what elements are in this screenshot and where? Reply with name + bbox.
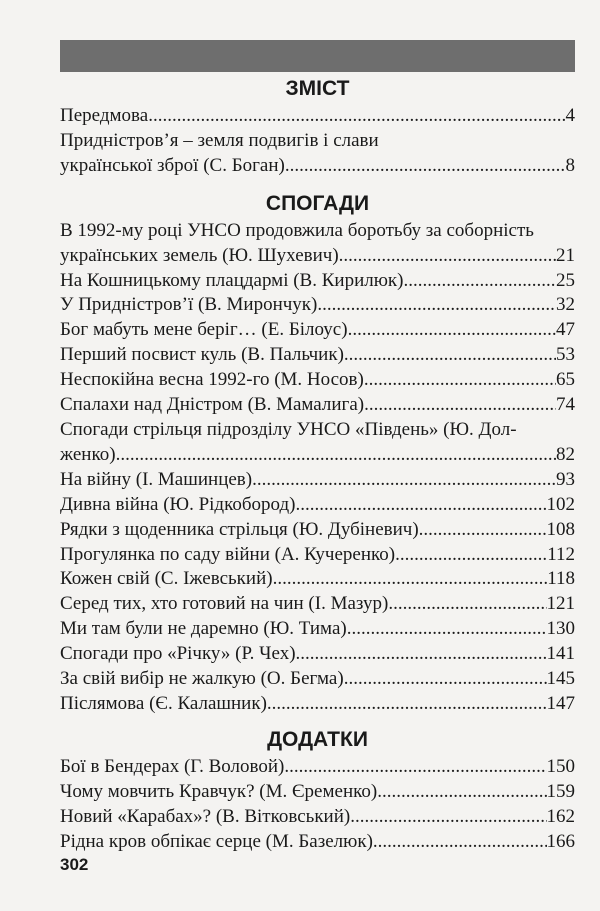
toc-entry-title: Прогулянка по саду війни (А. Кучеренко) — [60, 543, 396, 565]
page-number: 302 — [60, 855, 89, 874]
toc-entry-page: 102 — [546, 493, 575, 515]
dot-leader — [344, 667, 547, 692]
toc-entry-page: 159 — [546, 780, 575, 802]
toc-entry-title: Післямова (Є. Калашник) — [60, 692, 267, 714]
toc-entry-page: 147 — [546, 692, 575, 714]
dot-leader — [148, 104, 565, 129]
toc-entry-title: Новий «Карабах»? (В. Вітковський) — [60, 805, 351, 827]
toc-entry-page: 141 — [546, 643, 575, 665]
dot-leader — [284, 755, 546, 780]
toc-entry-page: 47 — [556, 319, 575, 341]
toc-entry-title: Кожен свій (С. Іжевський) — [60, 568, 273, 590]
toc-entry-title: Бог мабуть мене беріг… (Е. Білоус) — [60, 319, 348, 341]
toc-entry-title: Чому мовчить Кравчук? (М. Єременко) — [60, 780, 378, 802]
toc-entry[interactable] — [60, 418, 575, 468]
dot-leader — [364, 393, 556, 418]
dot-leader — [285, 154, 566, 179]
toc-entry-title: Ми там були не даремно (Ю. Тима) — [60, 618, 347, 640]
toc-entry-page: 74 — [556, 394, 575, 416]
toc-entry[interactable] — [60, 518, 575, 543]
toc-entry[interactable] — [60, 493, 575, 518]
dot-leader — [267, 692, 547, 717]
section-title: ДОДАТКИ — [267, 727, 368, 751]
toc-entry[interactable] — [60, 667, 575, 692]
toc-entry-page: 150 — [546, 755, 575, 777]
toc-entry-title: Рядки з щоденника стрільця (Ю. Дубіневич) — [60, 518, 419, 540]
toc-entry[interactable] — [60, 642, 575, 667]
dot-leader — [419, 518, 547, 543]
toc-entry-page: 82 — [556, 443, 575, 465]
toc-entry-title-line: В 1992-му році УНСО продовжила боротьбу за соборність — [60, 219, 534, 241]
dot-leader — [348, 318, 556, 343]
toc-entry-title-line: Спогади стрільця підрозділу УНСО «Південь» (Ю. Дол- — [60, 418, 517, 440]
dot-leader — [344, 343, 556, 368]
toc-entry[interactable] — [60, 468, 575, 493]
dot-leader — [364, 368, 556, 393]
toc-entry[interactable] — [60, 543, 575, 568]
toc-entry-page: 166 — [546, 830, 575, 852]
dot-leader — [347, 617, 547, 642]
toc-entry-page: 25 — [556, 269, 575, 291]
toc-entry-page: 162 — [546, 805, 575, 827]
toc-entry-page: 21 — [556, 244, 575, 266]
toc-entry[interactable] — [60, 567, 575, 592]
toc-entry[interactable] — [60, 368, 575, 393]
dot-leader — [295, 493, 546, 518]
toc-entry[interactable] — [60, 692, 575, 717]
dot-leader — [317, 293, 556, 318]
toc-entry-title: Перший посвист куль (В. Пальчик) — [60, 344, 344, 366]
toc-entry-title: Спалахи над Дністром (В. Мамалига) — [60, 394, 365, 416]
table-of-contents — [60, 74, 575, 854]
toc-entry-title: женко) — [60, 443, 116, 465]
toc-entry-title-line: Придністров’я – земля подвигів і слави — [60, 129, 379, 151]
toc-entry-page: 32 — [556, 294, 575, 316]
dot-leader — [252, 468, 556, 493]
toc-entry[interactable] — [60, 393, 575, 418]
toc-entry-title: За свій вибір не жалкую (О. Бегма) — [60, 668, 344, 690]
toc-entry-title: Дивна війна (Ю. Рідкобород) — [60, 493, 296, 515]
dot-leader — [296, 642, 547, 667]
toc-entry-page: 4 — [565, 105, 575, 126]
toc-entry[interactable] — [60, 592, 575, 617]
toc-entry-page: 93 — [556, 468, 575, 490]
toc-entry-page: 118 — [547, 568, 575, 590]
header-bar — [60, 40, 575, 72]
toc-entry-page: 53 — [556, 344, 575, 366]
toc-entry[interactable] — [60, 293, 575, 318]
toc-entry-page: 130 — [546, 618, 575, 640]
toc-entry-title: української зброї (С. Боган) — [60, 154, 285, 176]
toc-entry[interactable] — [60, 830, 575, 855]
toc-entry[interactable] — [60, 269, 575, 294]
toc-entry-title: Рідна кров обпікає серце (М. Базелюк) — [60, 830, 373, 852]
toc-entry[interactable] — [60, 219, 575, 269]
toc-entry-title: Спогади про «Річку» (Р. Чех) — [60, 643, 296, 665]
toc-entry-title: Серед тих, хто готовий на чин (І. Мазур) — [60, 593, 389, 615]
dot-leader — [377, 780, 546, 805]
toc-entry-title: Бої в Бендерах (Г. Воловой) — [60, 755, 285, 777]
toc-entry[interactable] — [60, 343, 575, 368]
toc-entry-title: На війну (І. Машинцев) — [60, 468, 253, 490]
dot-leader — [403, 269, 556, 294]
toc-entry[interactable] — [60, 129, 575, 179]
toc-entry-page: 145 — [546, 668, 575, 690]
toc-entry[interactable] — [60, 805, 575, 830]
section-title: ЗМІСТ — [285, 77, 350, 100]
toc-entry-title: українських земель (Ю. Шухевич) — [60, 244, 339, 266]
dot-leader — [273, 567, 548, 592]
dot-leader — [350, 805, 546, 830]
toc-entry-page: 108 — [546, 518, 575, 540]
toc-entry[interactable] — [60, 780, 575, 805]
dot-leader — [116, 443, 556, 468]
toc-entry-page: 121 — [546, 593, 575, 615]
toc-entry-title: У Придністров’ї (В. Мирончук) — [60, 294, 318, 316]
toc-entry[interactable] — [60, 755, 575, 780]
section-title: СПОГАДИ — [265, 191, 370, 215]
toc-entry-page: 112 — [547, 543, 575, 565]
dot-leader — [373, 830, 547, 855]
toc-entry-title: Передмова — [60, 105, 149, 126]
toc-entry-title: Неспокійна весна 1992-го (М. Носов) — [60, 369, 364, 391]
toc-entry-page: 65 — [556, 369, 575, 391]
toc-entry-title: На Кошницькому плацдармі (В. Кирилюк) — [60, 269, 404, 291]
toc-entry[interactable] — [60, 104, 575, 129]
dot-leader — [395, 543, 547, 568]
dot-leader — [339, 244, 556, 269]
dot-leader — [388, 592, 546, 617]
toc-entry[interactable] — [60, 318, 575, 343]
toc-entry[interactable] — [60, 617, 575, 642]
toc-entry-page: 8 — [565, 154, 575, 176]
